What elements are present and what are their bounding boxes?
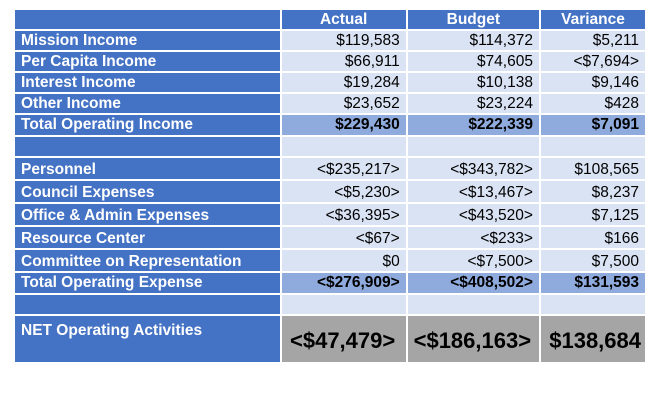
spacer-cell xyxy=(15,137,280,156)
budget-cell: $222,339 xyxy=(408,115,539,135)
budget-cell: <$408,502> xyxy=(408,273,539,293)
budget-cell: <$13,467> xyxy=(408,181,539,202)
table-row xyxy=(15,204,645,225)
table-row xyxy=(15,52,645,71)
variance-cell: $5,211 xyxy=(541,31,645,50)
net-activities-row xyxy=(15,316,645,362)
row-label: Committee on Representation xyxy=(15,250,280,271)
spacer-cell xyxy=(15,295,280,314)
row-label: NET Operating Activities xyxy=(15,316,280,362)
row-label: Resource Center xyxy=(15,227,280,248)
spacer-cell xyxy=(282,137,406,156)
row-label: Interest Income xyxy=(15,73,280,92)
variance-cell: $7,091 xyxy=(541,115,645,135)
header-variance: Variance xyxy=(541,10,645,29)
row-label: Council Expenses xyxy=(15,181,280,202)
actual-cell: $119,583 xyxy=(282,31,406,50)
variance-cell: $131,593 xyxy=(541,273,645,293)
actual-cell: $23,652 xyxy=(282,94,406,113)
table-row xyxy=(15,250,645,271)
variance-cell: $138,684 xyxy=(541,316,645,362)
actual-cell: <$276,909> xyxy=(282,273,406,293)
budget-cell: <$343,782> xyxy=(408,158,539,179)
header-row xyxy=(15,10,645,29)
financial-table xyxy=(13,8,647,364)
total-income-row xyxy=(15,115,645,135)
table-row xyxy=(15,181,645,202)
budget-cell: <$186,163> xyxy=(408,316,539,362)
budget-cell: $74,605 xyxy=(408,52,539,71)
budget-cell: $114,372 xyxy=(408,31,539,50)
budget-cell: <$233> xyxy=(408,227,539,248)
actual-cell: $66,911 xyxy=(282,52,406,71)
variance-cell: <$7,694> xyxy=(541,52,645,71)
actual-cell: <$67> xyxy=(282,227,406,248)
row-label: Mission Income xyxy=(15,31,280,50)
spacer-row xyxy=(15,295,645,314)
header-budget: Budget xyxy=(408,10,539,29)
actual-cell: <$36,395> xyxy=(282,204,406,225)
table-row xyxy=(15,227,645,248)
table-row xyxy=(15,158,645,179)
variance-cell: $108,565 xyxy=(541,158,645,179)
spacer-cell xyxy=(541,137,645,156)
spacer-cell xyxy=(408,137,539,156)
table-row xyxy=(15,31,645,50)
table-row xyxy=(15,94,645,113)
spacer-cell xyxy=(541,295,645,314)
row-label: Office & Admin Expenses xyxy=(15,204,280,225)
budget-cell: $10,138 xyxy=(408,73,539,92)
row-label: Personnel xyxy=(15,158,280,179)
actual-cell: $229,430 xyxy=(282,115,406,135)
table-row xyxy=(15,73,645,92)
row-label: Total Operating Income xyxy=(15,115,280,135)
budget-cell: <$7,500> xyxy=(408,250,539,271)
total-expense-row xyxy=(15,273,645,293)
variance-cell: $166 xyxy=(541,227,645,248)
row-label: Total Operating Expense xyxy=(15,273,280,293)
actual-cell: $0 xyxy=(282,250,406,271)
variance-cell: $7,125 xyxy=(541,204,645,225)
spacer-cell xyxy=(282,295,406,314)
row-label: Per Capita Income xyxy=(15,52,280,71)
budget-cell: <$43,520> xyxy=(408,204,539,225)
actual-cell: $19,284 xyxy=(282,73,406,92)
actual-cell: <$5,230> xyxy=(282,181,406,202)
header-corner xyxy=(15,10,280,29)
financial-summary xyxy=(13,8,647,364)
variance-cell: $8,237 xyxy=(541,181,645,202)
spacer-cell xyxy=(408,295,539,314)
variance-cell: $428 xyxy=(541,94,645,113)
header-actual: Actual xyxy=(282,10,406,29)
spacer-row xyxy=(15,137,645,156)
row-label: Other Income xyxy=(15,94,280,113)
variance-cell: $9,146 xyxy=(541,73,645,92)
variance-cell: $7,500 xyxy=(541,250,645,271)
budget-cell: $23,224 xyxy=(408,94,539,113)
actual-cell: <$47,479> xyxy=(282,316,406,362)
actual-cell: <$235,217> xyxy=(282,158,406,179)
